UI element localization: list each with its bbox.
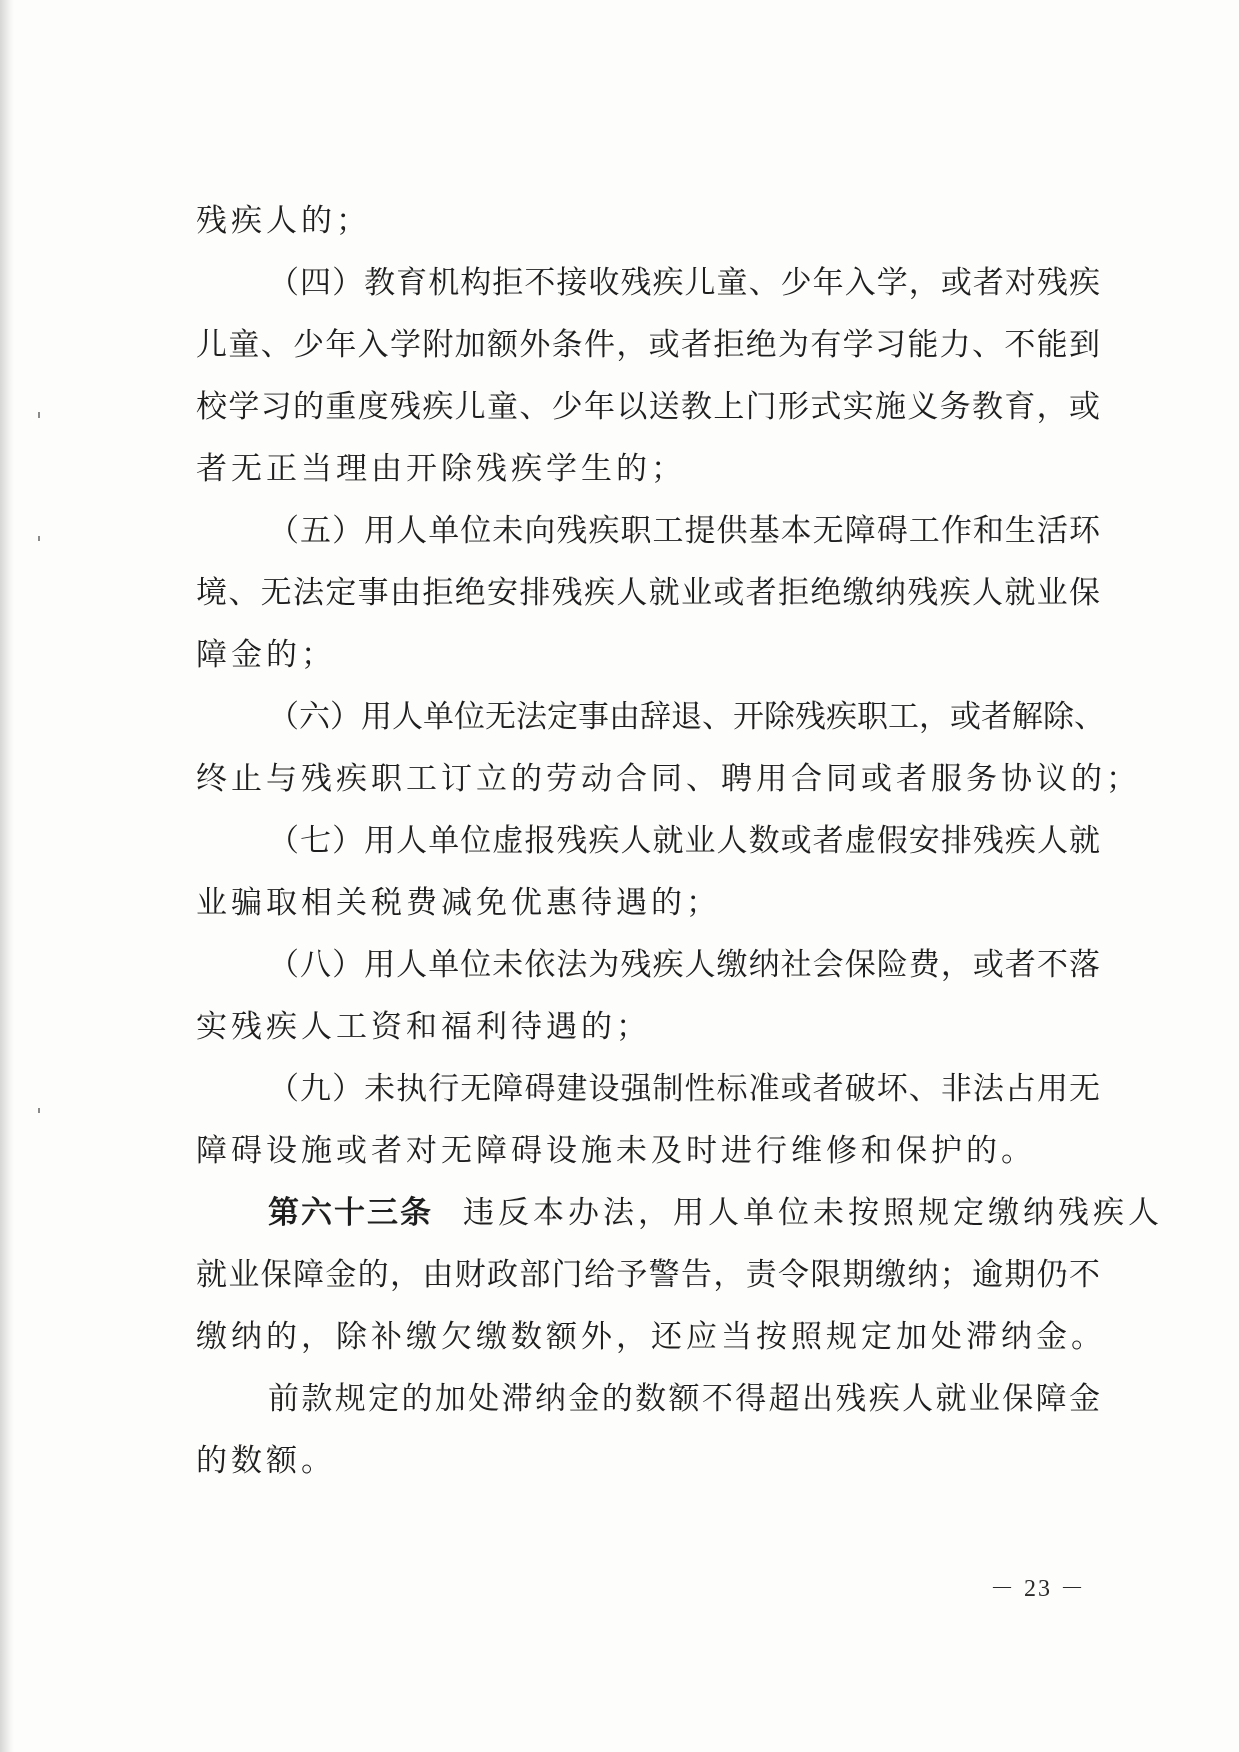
list-item-6 [196, 686, 1141, 810]
paragraph-line: 实残疾人工资和福利待遇的； [196, 1009, 651, 1045]
paragraph-line: （六）用人单位无法定事由辞退、开除残疾职工，或者解除、 [268, 699, 1105, 735]
paragraph-line: 儿童、少年入学附加额外条件，或者拒绝为有学习能力、不能到 [196, 327, 1100, 363]
article-63-first-line [196, 1182, 1163, 1244]
late-fee-paragraph [196, 1368, 1100, 1492]
paragraph-line: （八）用人单位未依法为残疾人缴纳社会保险费，或者不落 [268, 947, 1100, 983]
paragraph-line: 障金的； [196, 637, 336, 673]
paragraph-line: 终止与残疾职工订立的劳动合同、聘用合同或者服务协议的； [196, 761, 1141, 797]
paragraph-line: 就业保障金的，由财政部门给予警告，责令限期缴纳；逾期仍不 [196, 1257, 1100, 1293]
paragraph-line: 障碍设施或者对无障碍设施未及时进行维修和保护的。 [196, 1133, 1036, 1169]
paragraph-line: 前款规定的加处滞纳金的数额不得超出残疾人就业保障金 [268, 1381, 1100, 1417]
article-63 [196, 1182, 1163, 1368]
paragraph-line: （七）用人单位虚报残疾人就业人数或者虚假安排残疾人就 [268, 823, 1100, 859]
scan-mark [38, 412, 40, 418]
list-item-7 [196, 810, 1100, 934]
paragraph-line: 业骗取相关税费减免优惠待遇的； [196, 885, 721, 921]
document-body [196, 190, 1163, 1492]
list-item-4 [196, 252, 1100, 500]
list-item-8 [196, 934, 1100, 1058]
paragraph-line: 境、无法定事由拒绝安排残疾人就业或者拒绝缴纳残疾人就业保 [196, 575, 1100, 611]
paragraph-line: 缴纳的，除补缴欠缴数额外，还应当按照规定加处滞纳金。 [196, 1319, 1106, 1355]
article-text: 违反本办法，用人单位未按照规定缴纳残疾人 [463, 1195, 1163, 1231]
paragraph-line: 残疾人的； [196, 203, 371, 239]
paragraph-line: 校学习的重度残疾儿童、少年以送教上门形式实施义务教育，或 [196, 389, 1100, 425]
scan-mark [38, 1108, 40, 1113]
paragraph-line: 的数额。 [196, 1443, 336, 1479]
scan-mark [38, 536, 40, 541]
list-item-9 [196, 1058, 1100, 1182]
paragraph-line: （四）教育机构拒不接收残疾儿童、少年入学，或者对残疾 [268, 265, 1100, 301]
page-number: － 23 － [990, 1576, 1086, 1602]
article-number: 第六十三条 [268, 1195, 433, 1231]
scan-edge-shadow [0, 0, 14, 1752]
paragraph-line: （五）用人单位未向残疾职工提供基本无障碍工作和生活环 [268, 513, 1100, 549]
paragraph-line: 者无正当理由开除残疾学生的； [196, 451, 686, 487]
paragraph-line: （九）未执行无障碍建设强制性标准或者破坏、非法占用无 [268, 1071, 1100, 1107]
list-item-5 [196, 500, 1100, 686]
